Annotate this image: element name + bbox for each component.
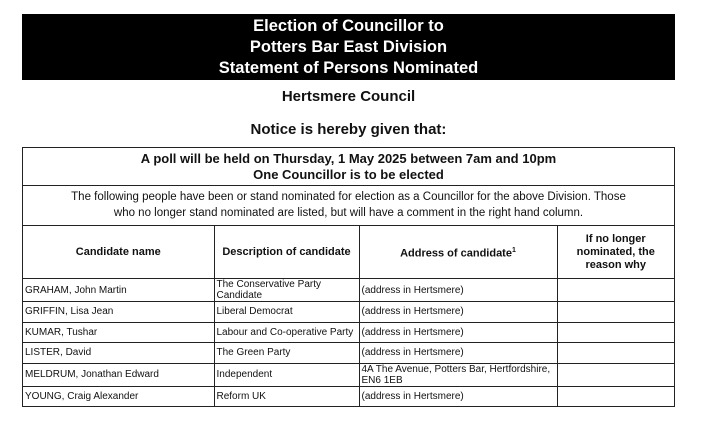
council-name: Hertsmere Council — [281, 88, 416, 105]
table-row — [23, 302, 674, 323]
candidate-name: GRAHAM, John Martin — [23, 279, 214, 302]
intro-text — [23, 186, 674, 226]
candidate-description: Reform UK — [214, 386, 359, 406]
poll-seats-line: One Councillor is to be elected — [253, 167, 444, 182]
candidate-name: MELDRUM, Jonathan Edward — [23, 363, 214, 386]
candidate-address: 4A The Avenue, Potters Bar, Hertfordshire, EN6 1EB — [359, 363, 557, 386]
table-row — [23, 322, 674, 343]
intro-line-1: The following people have been or stand nominated for election as a Councillor for the above Division. Those — [71, 191, 626, 203]
candidate-address: (address in Hertsmere) — [359, 279, 557, 302]
candidate-address: (address in Hertsmere) — [359, 386, 557, 406]
header-candidate-name: Candidate name — [23, 226, 214, 279]
header-reason: If no longer nominated, the reason why — [557, 226, 674, 279]
statement-box — [22, 147, 675, 407]
intro-line-2: who no longer stand nominated are listed, but will have a comment in the right hand column. — [113, 207, 584, 219]
table-row — [23, 343, 674, 364]
candidate-address: (address in Hertsmere) — [359, 302, 557, 323]
candidate-reason — [557, 322, 674, 343]
candidates-table — [23, 226, 674, 406]
candidate-description: Liberal Democrat — [214, 302, 359, 323]
candidate-description: Labour and Co-operative Party — [214, 322, 359, 343]
candidate-description: Independent — [214, 363, 359, 386]
candidate-address: (address in Hertsmere) — [359, 343, 557, 364]
table-row — [23, 386, 674, 406]
candidate-reason — [557, 279, 674, 302]
table-header-row — [23, 226, 674, 279]
notice-heading: Notice is hereby given that: — [250, 121, 447, 138]
table-row — [23, 363, 674, 386]
title-banner — [22, 14, 675, 80]
header-description: Description of candidate — [214, 226, 359, 279]
candidate-description: The Conservative Party Candidate — [214, 279, 359, 302]
candidate-reason — [557, 386, 674, 406]
banner-line-2: Potters Bar East Division — [249, 38, 448, 56]
header-address-footnote: 1 — [511, 246, 516, 254]
table-row — [23, 279, 674, 302]
candidate-name: KUMAR, Tushar — [23, 322, 214, 343]
candidate-description: The Green Party — [214, 343, 359, 364]
banner-line-1: Election of Councillor to — [253, 17, 444, 35]
candidate-name: GRIFFIN, Lisa Jean — [23, 302, 214, 323]
candidate-name: YOUNG, Craig Alexander — [23, 386, 214, 406]
header-address — [359, 226, 557, 279]
candidate-name: LISTER, David — [23, 343, 214, 364]
banner-line-3: Statement of Persons Nominated — [218, 59, 479, 77]
candidate-reason — [557, 302, 674, 323]
candidate-reason — [557, 363, 674, 386]
candidate-address: (address in Hertsmere) — [359, 322, 557, 343]
poll-date-line: A poll will be held on Thursday, 1 May 2025 between 7am and 10pm — [140, 151, 557, 166]
poll-info — [23, 148, 674, 186]
candidate-reason — [557, 343, 674, 364]
header-address-label: Address of candidate — [400, 247, 512, 260]
